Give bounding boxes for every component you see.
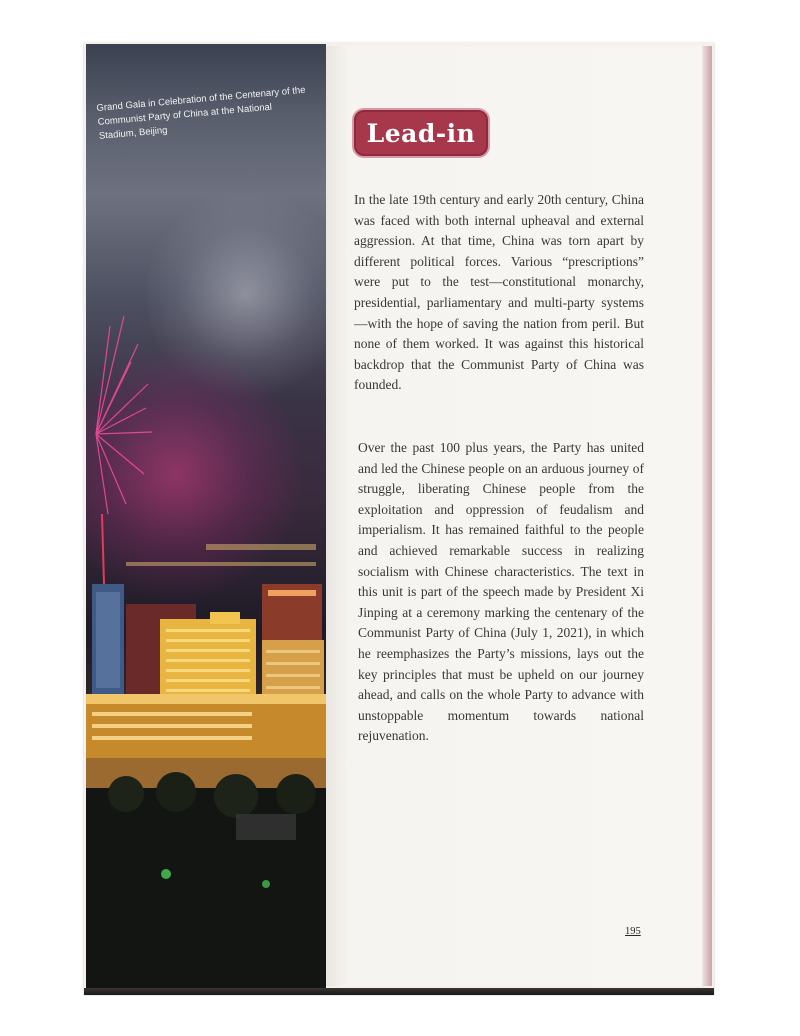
page-edge	[702, 46, 712, 986]
section-heading: Lead-in	[366, 118, 476, 148]
lead-in-heading-badge	[352, 108, 490, 158]
fireworks-burst	[96, 316, 152, 514]
paragraph-intro: In the late 19th century and early 20th century, China was faced with both internal upheaval and external aggression. At that time, China was torn apart by different political forces. Various “prescriptions” were put to the test—constitutional monarchy, presidential, parliamentary and multi-party systems—with the hope of saving the nation from peril. But none of them worked. It was against this historical backdrop that the Communist Party of China was founded.	[354, 192, 644, 393]
city-night-illustration	[86, 44, 326, 988]
photo-caption: Grand Gala in Celebration of the Centenary of the Communist Party of China at the National Stadium, Beijing	[96, 84, 306, 142]
firework-trail	[102, 514, 104, 584]
paragraph-overview: Over the past 100 plus years, the Party has united and led the Chinese people on an arduous journey of struggle, liberating Chinese people from the exploitation and oppression of feudalism and imperialism. It has remained faithful to the people and achieved remarkable success in realizing socialism with Chinese characteristics. The text in this unit is part of the speech made by President Xi Jinping at a ceremony marking the centenary of the Communist Party of China (July 1, 2021), in which he reemphasizes the Party’s missions, lays out the key principles that must be upheld on our journey ahead, and calls on the whole Party to advance with unstoppable momentum towards national rejuvenation.	[358, 440, 644, 744]
book-bottom-edge	[84, 988, 714, 995]
distant-lights	[126, 544, 316, 566]
stadium-fireworks-photo	[86, 44, 326, 988]
page-number: 195	[625, 926, 641, 937]
